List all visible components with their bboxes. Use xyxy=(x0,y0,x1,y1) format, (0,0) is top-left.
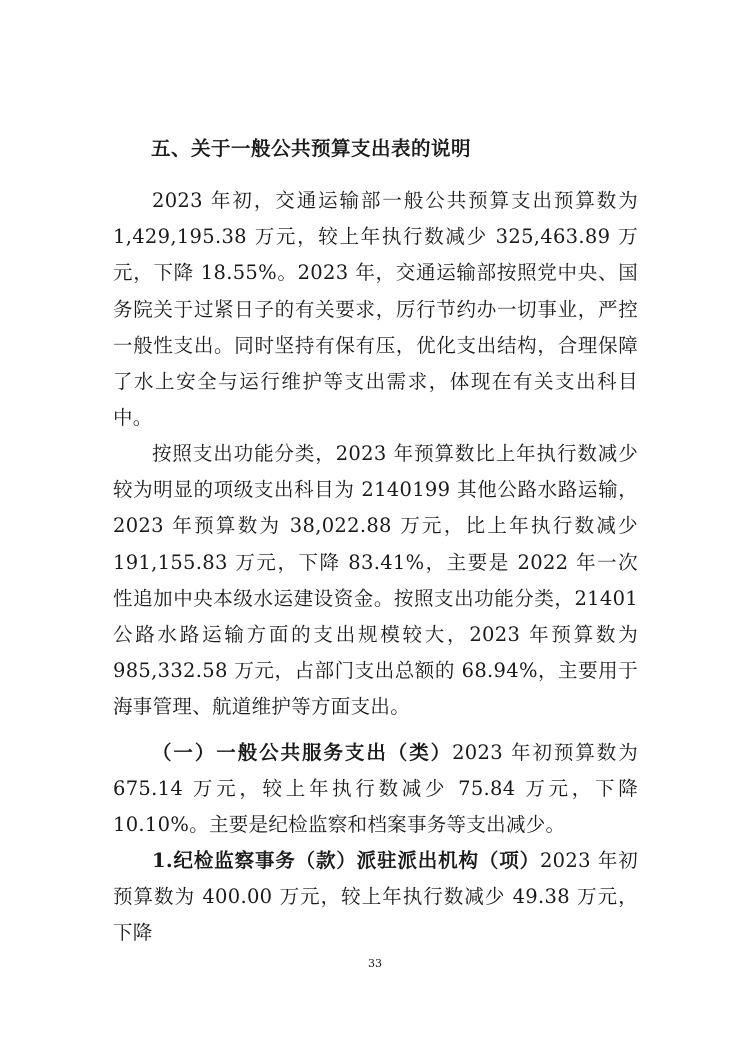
paragraph-lead: （一）一般公共服务支出（类） xyxy=(152,741,453,764)
paragraph-functional-classification xyxy=(113,436,638,726)
paragraph-text: 2023 年初预算数为 675.14 万元，较上年执行数减少 75.84 万元，下降 10.10%。主要是纪检监察和档案事务等支出减少。 xyxy=(113,741,639,837)
page-number: 33 xyxy=(368,957,382,970)
section-heading: 五、关于一般公共预算支出表的说明 xyxy=(151,137,472,160)
paragraph-text: 按照支出功能分类，2023 年预算数比上年执行数减少较为明显的项级支出科目为 2140199 其他公路水路运输，2023 年预算数为 38,022.88 万元，比上年执行数减少 191,155.83 万元，下降 83.41%，主要是 2022 年一次性追加中央本级水运建设资金。按照支出功能分类，21401 公路水路运输方面的支出规模较大，2023 年预算数为 985,332.58 万元，占部门支出总额的 68.94%，主要用于海事管理、航道维护等方面支出。 xyxy=(113,442,638,719)
paragraph-text: 2023 年初，交通运输部一般公共预算支出预算数为 1,429,195.38 万元，较上年执行数减少 325,463.89 万元，下降 18.55%。2023 年，交通运输部按照党中央、国务院关于过紧日子的有关要求，厉行节约办一切事业，严控一般性支出。同时坚持有保有压，优化支出结构，合理保障了水上安全与运行维护等支出需求，体现在有关支出科目中。 xyxy=(113,189,638,430)
paragraph-budget-overview xyxy=(113,183,638,436)
paragraph-text: 2023 年初预算数为 400.00 万元，较上年执行数减少 49.38 万元，下降 xyxy=(113,849,638,945)
paragraph-general-public-services xyxy=(113,735,638,844)
paragraph-discipline-inspection xyxy=(113,843,638,952)
paragraph-lead: 1.纪检监察事务（款）派驻派出机构（项） xyxy=(152,849,540,872)
